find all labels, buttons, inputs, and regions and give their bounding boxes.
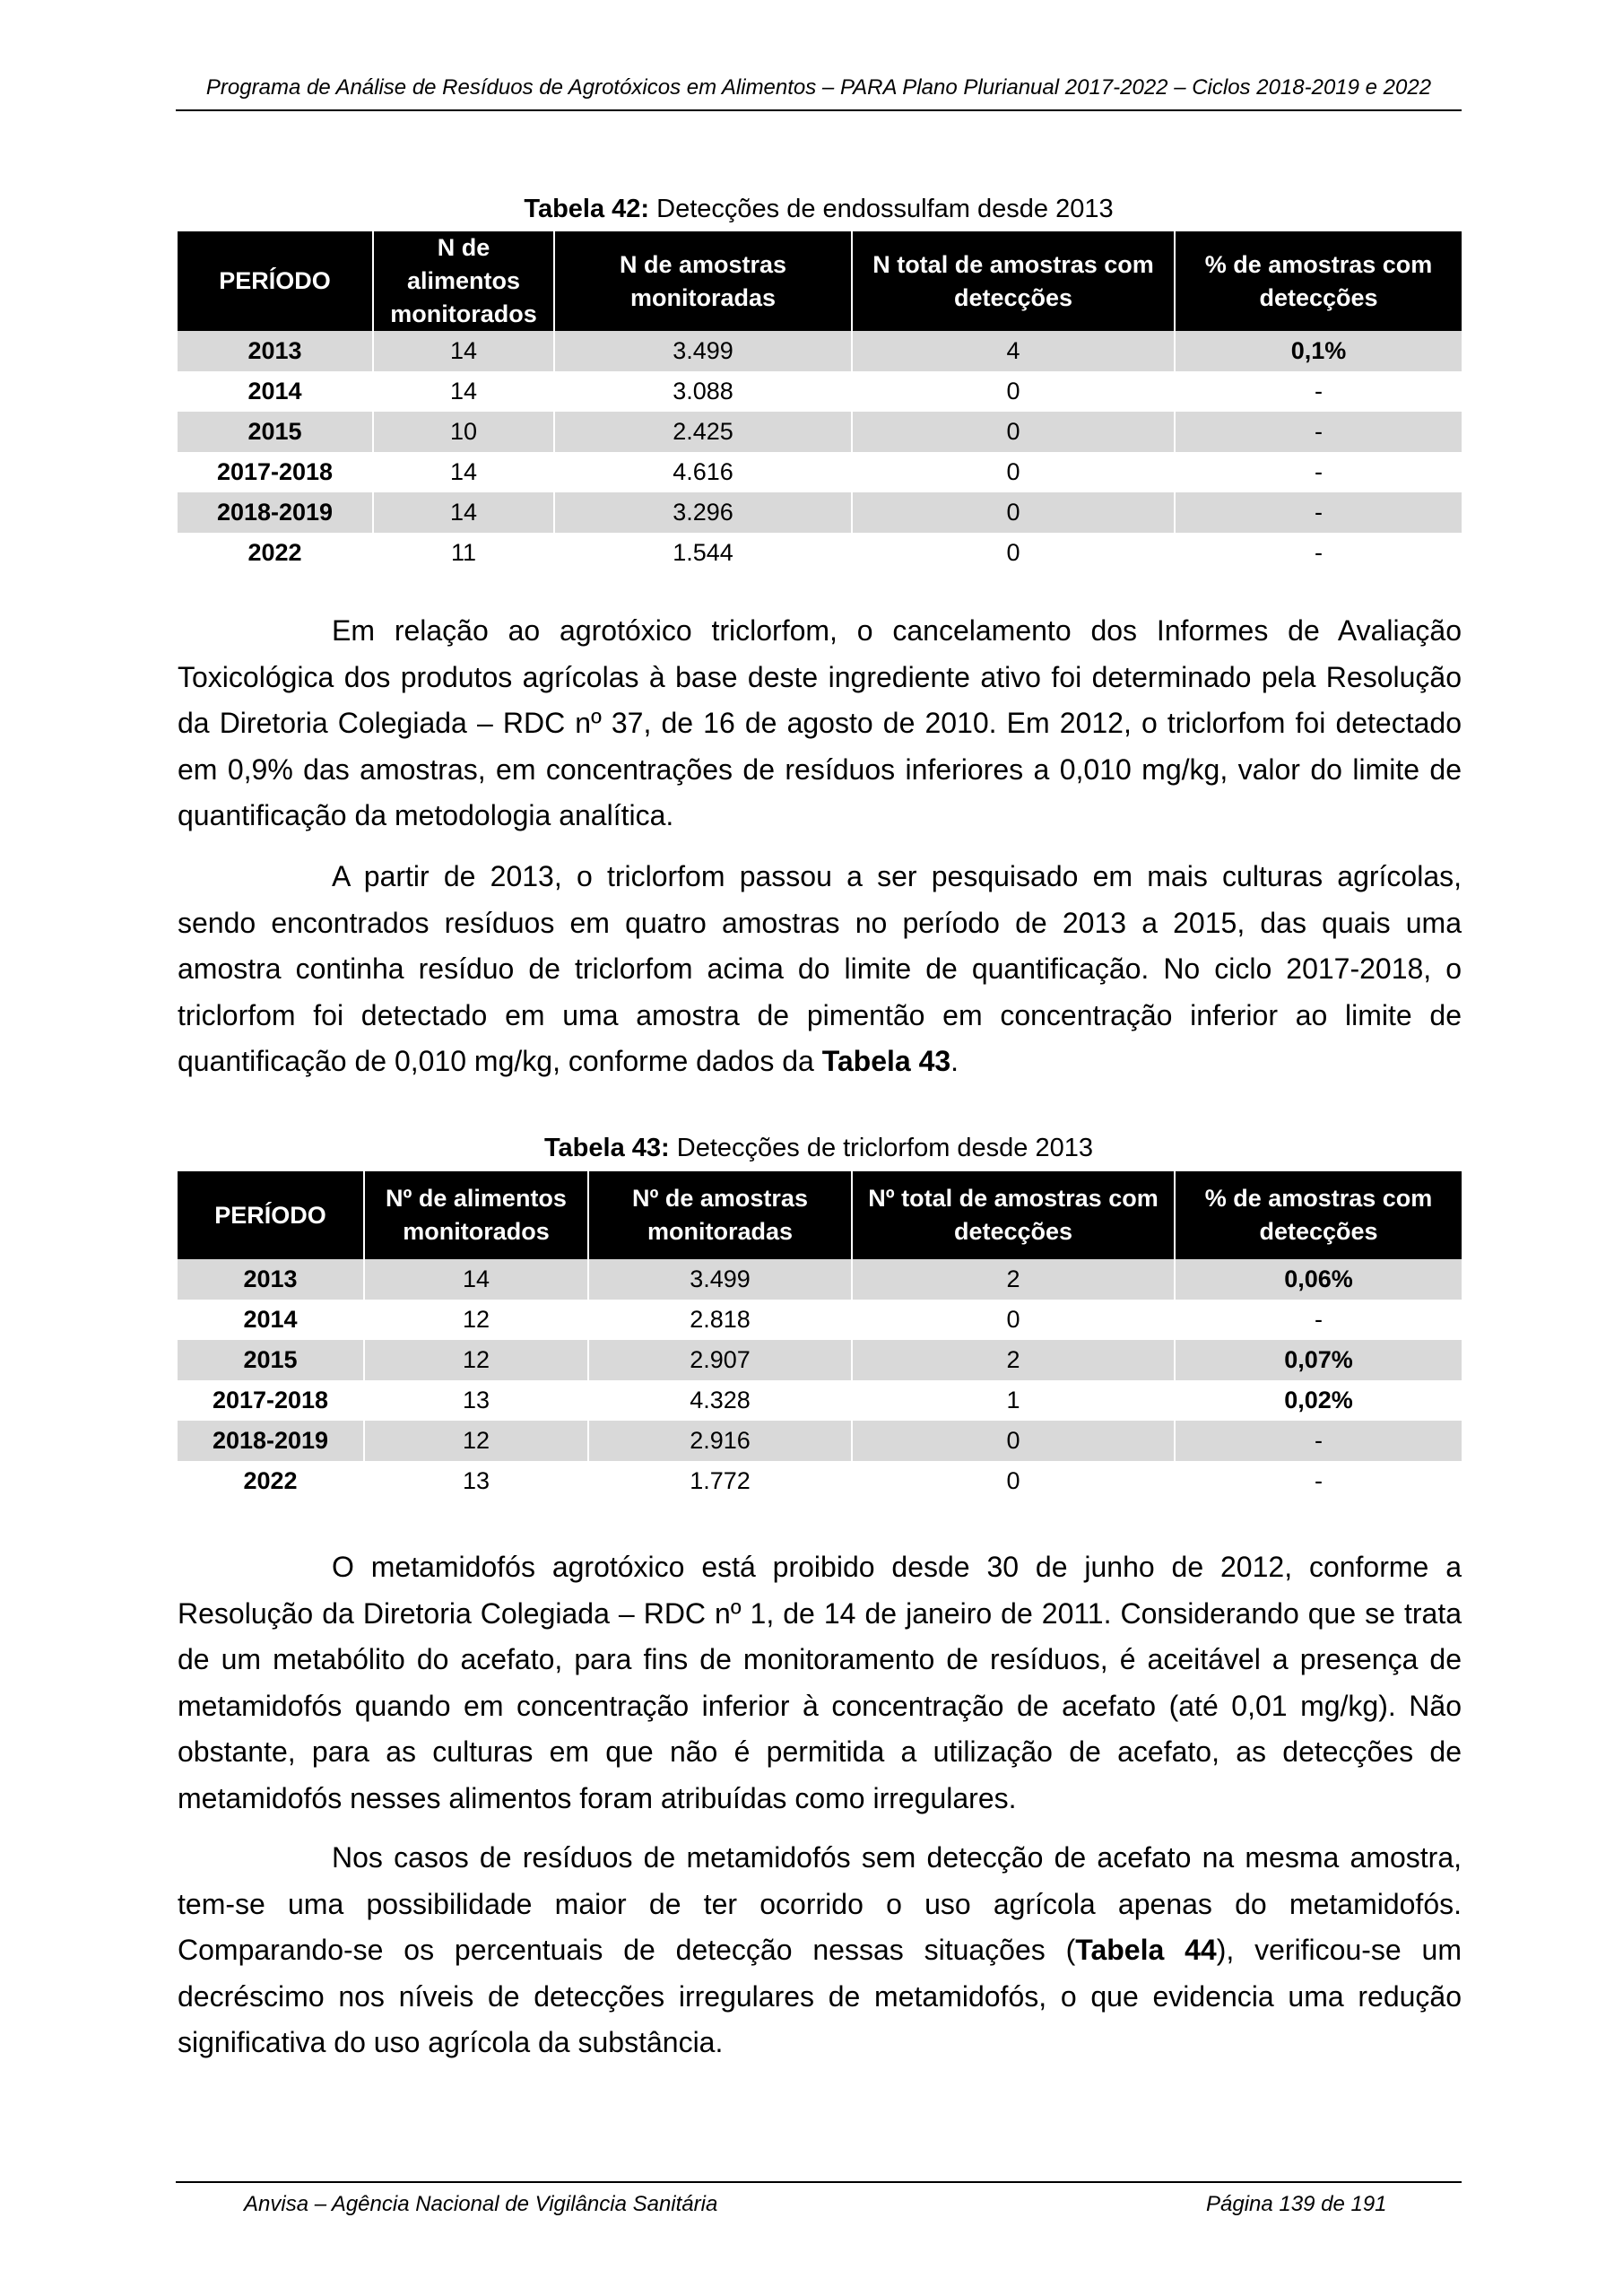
cell-amostras: 3.088 <box>554 371 852 412</box>
table43-reference: Tabela 43 <box>821 1045 951 1078</box>
paragraph-end: . <box>950 1045 959 1078</box>
cell-pct: 0,06% <box>1175 1259 1462 1300</box>
cell-deteccoes: 0 <box>852 371 1175 412</box>
cell-alimentos: 14 <box>373 452 554 492</box>
cell-deteccoes: 0 <box>852 1461 1175 1501</box>
cell-alimentos: 12 <box>364 1340 588 1380</box>
table-row <box>178 371 1462 412</box>
column-header: N total de amostras com detecções <box>852 231 1175 331</box>
cell-pct: - <box>1175 1421 1462 1461</box>
cell-periodo: 2014 <box>178 371 373 412</box>
cell-pct: 0,07% <box>1175 1340 1462 1380</box>
cell-periodo: 2015 <box>178 412 373 452</box>
table43 <box>178 1171 1462 1501</box>
cell-amostras: 2.907 <box>588 1340 852 1380</box>
cell-amostras: 3.499 <box>588 1259 852 1300</box>
paragraph-text: A partir de 2013, o triclorfom passou a ser pesquisado em mais culturas agrícolas, sendo encontrados resíduos em quatro amostras no período de 2013 a 2015, das quais uma amostra continha resíduo de triclorfom acima do limite de quantificação. No ciclo 2017-2018, o triclorfom foi detectado em uma amostra de pimentão em concentração inferior ao limite de quantificação de 0,010 mg/kg, conforme dados da <box>178 860 1462 1078</box>
table-row <box>178 1259 1462 1300</box>
cell-amostras: 4.616 <box>554 452 852 492</box>
cell-alimentos: 14 <box>364 1259 588 1300</box>
cell-amostras: 3.499 <box>554 331 852 371</box>
table43-caption <box>176 1134 1462 1163</box>
column-header: PERÍODO <box>178 1171 364 1259</box>
cell-alimentos: 11 <box>373 533 554 573</box>
cell-pct: - <box>1315 1467 1323 1494</box>
cell-deteccoes: 0 <box>852 1300 1175 1340</box>
column-header: N de amostras monitoradas <box>554 231 852 331</box>
table43-caption-text: Detecções de triclorfom desde 2013 <box>669 1134 1093 1162</box>
table-row <box>178 452 1462 492</box>
cell-pct: - <box>1315 1306 1323 1333</box>
footer-rule <box>176 2181 1462 2183</box>
cell-alimentos: 14 <box>373 371 554 412</box>
cell-periodo: 2022 <box>178 533 373 573</box>
cell-deteccoes: 2 <box>852 1340 1175 1380</box>
header-rule <box>176 109 1462 111</box>
cell-alimentos: 10 <box>373 412 554 452</box>
column-header: % de amostras com detecções <box>1175 231 1462 331</box>
column-header: PERÍODO <box>178 231 373 331</box>
cell-amostras: 2.425 <box>554 412 852 452</box>
cell-alimentos: 13 <box>364 1461 588 1501</box>
table42 <box>178 231 1462 573</box>
cell-alimentos: 14 <box>373 331 554 371</box>
cell-amostras: 4.328 <box>588 1380 852 1421</box>
paragraph-metamidofos: O metamidofós agrotóxico está proibido desde 30 de junho de 2012, conforme a Resolução da Diretoria Colegiada – RDC nº 1, de 14 de janeiro de 2011. Considerando que se trata de um metabólito do acefato, para fins de monitoramento de resíduos, é aceitável a presença de metamidofós quando em concentração inferior à concentração de acefato (até 0,01 mg/kg). Não obstante, para as culturas em que não é permitida a utilização de acefato, as detecções de metamidofós nesses alimentos foram atribuídas como irregulares. <box>178 1551 1462 1814</box>
paragraph-end: ), verificou-se um decréscimo nos níveis de detecções irregulares de metamidofós, o que evidencia uma redução significativa do uso agrícola da substância. <box>178 1934 1462 2059</box>
table-row <box>178 533 1462 573</box>
paragraph-triclorfom-intro: Em relação ao agrotóxico triclorfom, o cancelamento dos Informes de Avaliação Toxicológica dos produtos agrícolas à base deste ingrediente ativo foi determinado pela Resolução da Diretoria Colegiada – RDC nº 37, de 16 de agosto de 2010. Em 2012, o triclorfom foi detectado em 0,9% das amostras, em concentrações de resíduos inferiores a 0,010 mg/kg, valor do limite de quantificação da metodologia analítica. <box>178 614 1462 832</box>
cell-alimentos: 14 <box>373 492 554 533</box>
cell-pct: 0,1% <box>1175 331 1462 371</box>
table-row <box>178 1461 1462 1501</box>
table-row <box>178 1380 1462 1421</box>
cell-amostras: 2.916 <box>588 1421 852 1461</box>
cell-deteccoes: 1 <box>852 1380 1175 1421</box>
column-header: Nº de alimentos monitorados <box>364 1171 588 1259</box>
cell-deteccoes: 0 <box>852 412 1175 452</box>
cell-pct: - <box>1315 539 1323 566</box>
table-row <box>178 492 1462 533</box>
cell-periodo: 2017-2018 <box>178 1380 364 1421</box>
table-row <box>178 412 1462 452</box>
footer-organization: Anvisa – Agência Nacional de Vigilância Sanitária <box>244 2192 718 2216</box>
cell-amostras: 2.818 <box>588 1300 852 1340</box>
column-header: N de alimentos monitorados <box>373 231 554 331</box>
paragraph-metamidofos-acefato <box>178 1835 1462 2066</box>
table42-caption-text: Detecções de endossulfam desde 2013 <box>649 195 1114 223</box>
running-header: Programa de Análise de Resíduos de Agrotóxicos em Alimentos – PARA Plano Plurianual 2017-2022 – Ciclos 2018-2019 e 2022 <box>205 75 1432 100</box>
cell-alimentos: 12 <box>364 1300 588 1340</box>
cell-periodo: 2013 <box>178 1259 364 1300</box>
header-row <box>178 231 1462 331</box>
cell-periodo: 2013 <box>178 331 373 371</box>
cell-periodo: 2014 <box>178 1300 364 1340</box>
cell-alimentos: 13 <box>364 1380 588 1421</box>
cell-periodo: 2018-2019 <box>178 492 373 533</box>
cell-pct: - <box>1315 378 1323 404</box>
paragraph-text: Nos casos de resíduos de metamidofós sem detecção de acefato na mesma amostra, tem-se uma possibilidade maior de ter ocorrido o uso agrícola apenas do metamidofós. Comparando-se os percentuais de detecção nessas situações ( <box>178 1841 1462 1967</box>
cell-deteccoes: 0 <box>852 452 1175 492</box>
table42-caption-label: Tabela 42: <box>524 195 650 223</box>
table-row <box>178 1300 1462 1340</box>
cell-amostras: 1.544 <box>554 533 852 573</box>
column-header: Nº de amostras monitoradas <box>588 1171 852 1259</box>
table-row <box>178 1340 1462 1380</box>
cell-pct: 0,02% <box>1284 1387 1353 1413</box>
cell-pct: - <box>1175 412 1462 452</box>
table44-reference: Tabela 44 <box>1075 1934 1217 1967</box>
table-row <box>178 331 1462 371</box>
cell-periodo: 2017-2018 <box>178 452 373 492</box>
cell-periodo: 2022 <box>178 1461 364 1501</box>
cell-deteccoes: 0 <box>852 533 1175 573</box>
cell-periodo: 2015 <box>178 1340 364 1380</box>
column-header: Nº total de amostras com detecções <box>852 1171 1175 1259</box>
paragraph-triclorfom-2013 <box>178 854 1462 1085</box>
cell-deteccoes: 0 <box>852 492 1175 533</box>
cell-deteccoes: 2 <box>852 1259 1175 1300</box>
cell-amostras: 1.772 <box>588 1461 852 1501</box>
cell-deteccoes: 4 <box>852 331 1175 371</box>
cell-deteccoes: 0 <box>852 1421 1175 1461</box>
table-row <box>178 1421 1462 1461</box>
table42-caption <box>176 195 1462 224</box>
cell-alimentos: 12 <box>364 1421 588 1461</box>
cell-pct: - <box>1315 458 1323 485</box>
footer-page-number: Página 139 de 191 <box>1206 2192 1387 2216</box>
cell-pct: - <box>1175 492 1462 533</box>
column-header: % de amostras com detecções <box>1175 1171 1462 1259</box>
cell-amostras: 3.296 <box>554 492 852 533</box>
table43-caption-label: Tabela 43: <box>543 1134 670 1162</box>
cell-periodo: 2018-2019 <box>178 1421 364 1461</box>
header-row <box>178 1171 1462 1259</box>
